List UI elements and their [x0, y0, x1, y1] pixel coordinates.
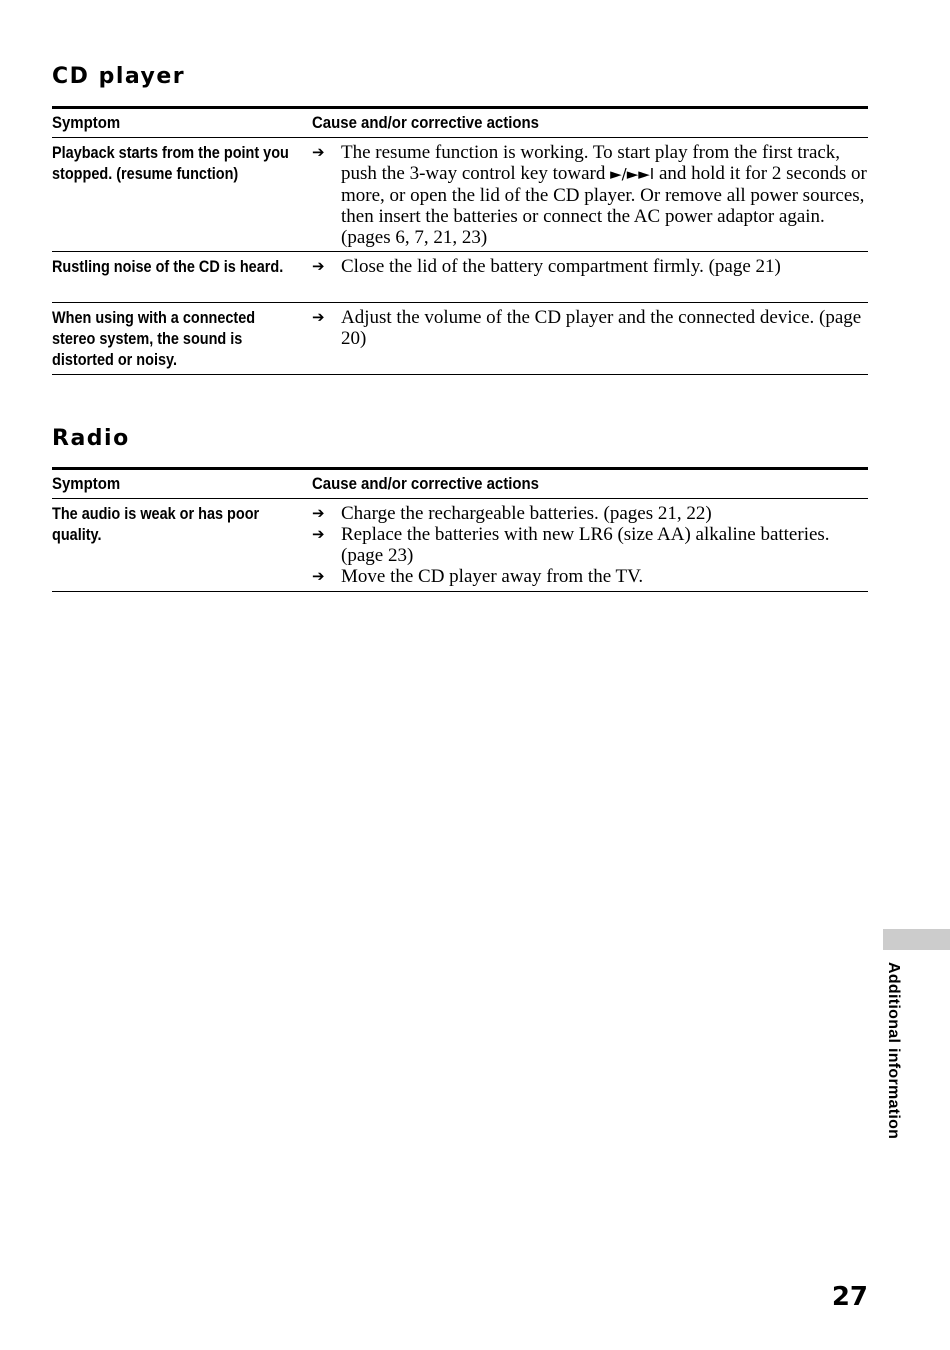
table-header: [52, 106, 868, 138]
action-list: [312, 503, 868, 587]
play-next-key-icon: ►/►►I: [610, 165, 655, 183]
action-item: ➔ The resume function is working. To start play from the first track, push the 3-way control key toward ►/►►I and hold it for 2 seconds or more, or open the lid of the CD player. Or remove all power sources, then insert the batteries or connect the AC power adaptor again. (pages 6, 7, 21, 23): [312, 142, 867, 248]
arrow-icon: ➔: [312, 525, 325, 543]
symptom-cell: When using with a connected stereo system, the sound is distorted or noisy.: [52, 308, 256, 369]
table-row: [52, 303, 868, 375]
action-item: ➔ Move the CD player away from the TV.: [312, 566, 644, 587]
header-cause: Cause and/or corrective actions: [312, 113, 539, 132]
table-header: [52, 467, 868, 499]
symptom-cell: Rustling noise of the CD is heard.: [52, 257, 284, 276]
action-list: [312, 307, 868, 349]
symptom-cell: Playback starts from the point you stopped. (resume function): [52, 143, 289, 183]
arrow-icon: ➔: [312, 257, 325, 275]
table-row: [52, 252, 868, 303]
section-title-cd-player: CD player: [52, 64, 186, 89]
side-tab-label: Additional information: [885, 962, 902, 1140]
section-title-radio: Radio: [52, 426, 130, 451]
arrow-icon: ➔: [312, 308, 325, 326]
header-symptom: Symptom: [52, 113, 121, 132]
arrow-icon: ➔: [312, 143, 325, 161]
arrow-icon: ➔: [312, 504, 325, 522]
table-row: [52, 138, 868, 252]
page-number: 27: [831, 1282, 868, 1312]
table-row: [52, 499, 868, 592]
header-cause: Cause and/or corrective actions: [312, 474, 539, 493]
section-tab-marker: [883, 929, 950, 950]
cd-player-table: [52, 106, 868, 375]
header-symptom: Symptom: [52, 474, 121, 493]
action-list: [312, 142, 868, 248]
action-item: ➔ Charge the rechargeable batteries. (pages 21, 22): [312, 503, 712, 524]
radio-table: [52, 467, 868, 592]
symptom-cell: The audio is weak or has poor quality.: [52, 504, 260, 544]
action-item: ➔ Adjust the volume of the CD player and the connected device. (page 20): [312, 307, 862, 349]
arrow-icon: ➔: [312, 567, 325, 585]
action-item: ➔ Replace the batteries with new LR6 (size AA) alkaline batteries. (page 23): [312, 524, 830, 566]
action-item: ➔ Close the lid of the battery compartment firmly. (page 21): [312, 256, 781, 277]
action-list: [312, 256, 868, 277]
